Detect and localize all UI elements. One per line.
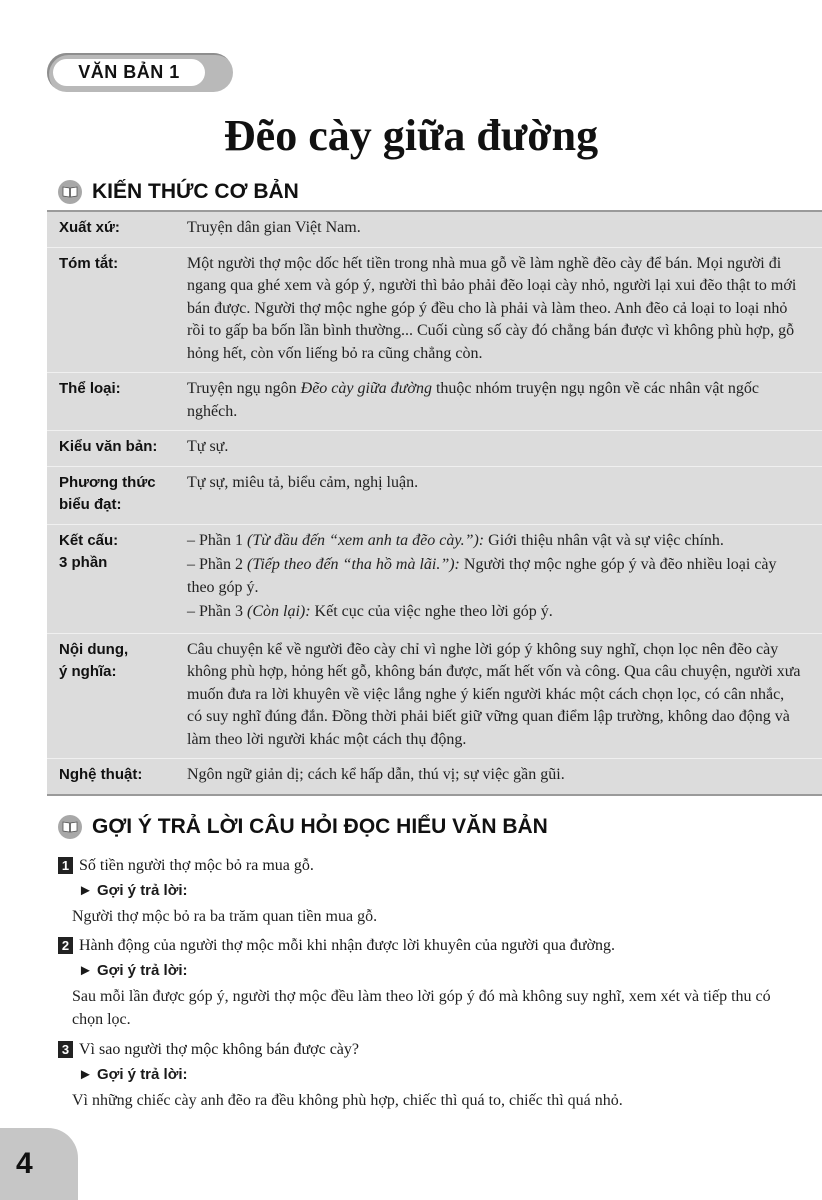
table-row [47, 467, 822, 525]
question-text: Hành động của người thợ mộc mỗi khi nhận được lời khuyên của người qua đường. [79, 937, 616, 954]
question-text: Vì sao người thợ mộc không bán được cày? [79, 1041, 359, 1058]
table-row [47, 759, 822, 794]
question-block [58, 854, 798, 928]
row-label [47, 472, 187, 517]
hint-label: ► Gợi ý trả lời: [78, 1066, 188, 1083]
hint-label: ► Gợi ý trả lời: [78, 882, 188, 899]
knowledge-table [47, 210, 822, 796]
table-row [47, 431, 822, 467]
row-value: Tự sự. [187, 438, 229, 455]
table-row [47, 373, 822, 431]
italic-segment: (Từ đầu đến “xem anh ta đẽo cày.”): [247, 531, 485, 549]
row-label [47, 639, 187, 752]
question-text: Số tiền người thợ mộc bỏ ra mua gỗ. [79, 857, 314, 874]
italic-title: Đẽo cày giữa đường [300, 380, 432, 397]
text-segment: Giới thiệu nhân vật và sự việc chính. [484, 531, 724, 549]
hint-label: ► Gợi ý trả lời: [78, 962, 188, 979]
text-segment: Kết cục của việc nghe theo lời góp ý. [310, 603, 553, 620]
section-heading-text: KIẾN THỨC CƠ BẢN [92, 180, 299, 203]
question-block [58, 934, 798, 1031]
row-value: Tự sự, miêu tả, biểu cảm, nghị luận. [187, 473, 419, 491]
row-value: Một người thợ mộc dốc hết tiền trong nhà mua gỗ về làm nghề đẽo cày để bán. Mọi người đi ngang qua ghé xem và góp ý, người thì bảo phải đẽo loại cày nhỏ, người lại xui đẽo thật to mới bán được. Người thợ mộc nghe góp ý đều cho là phải và làm theo. Anh đẽo cả loại to loại nhỏ rồi to gấp ba bốn lần bình thường... Cuối cùng số cày đó chẳng bán được vì không phù hợp, gỗ hỏng hết, còn vốn liếng bỏ ra cũng chẳng còn. [187, 254, 797, 362]
badge-label: VĂN BẢN 1 [53, 59, 205, 86]
table-row [47, 248, 822, 374]
label-line: Phương thức [59, 473, 156, 491]
row-label: Tóm tắt: [59, 254, 119, 272]
row-label: Thể loại: [59, 380, 121, 397]
section-heading-basic-knowledge [58, 180, 299, 204]
question-line [58, 1038, 798, 1061]
section-heading-text: GỢI Ý TRẢ LỜI CÂU HỎI ĐỌC HIỂU VĂN BẢN [92, 815, 548, 838]
question-line [58, 854, 798, 877]
section-badge [47, 53, 233, 92]
row-value: Câu chuyện kể về người đẽo cày chỉ vì nghe lời góp ý không suy nghĩ, chọn lọc nên đẽo cày không phù hợp, hỏng hết gỗ, không bán được, mất hết vốn và công. Qua câu chuyện, người xưa muốn đưa ra lời khuyên về việc lắng nghe ý kiến người khác một cách chọn lọc, có cân nhắc, có suy nghĩ đúng đắn. Đồng thời phải biết giữ vững quan điểm lập trường, không dao động và làm theo lời người khác một cách thụ động. [187, 640, 801, 748]
table-row [47, 525, 822, 634]
question-number: 1 [58, 857, 73, 874]
page-number: 4 [0, 1128, 78, 1200]
row-value: Truyện dân gian Việt Nam. [187, 219, 361, 236]
section-heading-reading-questions [58, 815, 548, 839]
text-segment: – Phần 1 [187, 531, 247, 549]
text-segment: thuộc nhóm truyện ngụ ngôn về các nhân vật ngốc nghếch. [187, 380, 759, 420]
table-row [47, 212, 822, 248]
label-line: Nội dung, [59, 640, 129, 658]
row-label [47, 530, 187, 626]
question-number: 2 [58, 937, 73, 954]
structure-part [187, 601, 802, 624]
text-segment: Truyện ngụ ngôn [187, 380, 301, 397]
question-line [58, 934, 798, 957]
row-value: Ngôn ngữ giản dị; cách kể hấp dẫn, thú vị; sự việc gần gũi. [187, 766, 565, 783]
row-label: Kiểu văn bản: [59, 438, 158, 455]
row-label: Nghệ thuật: [59, 766, 143, 783]
book-icon [58, 180, 82, 204]
label-line: ý nghĩa: [59, 663, 117, 680]
table-row [47, 634, 822, 760]
italic-segment: (Tiếp theo đến “tha hồ mà lãi.”): [247, 556, 460, 573]
structure-part [187, 554, 802, 599]
structure-part [187, 530, 802, 553]
row-label: Xuất xứ: [59, 219, 120, 236]
text-segment: – Phần 2 [187, 556, 247, 573]
question-block [58, 1038, 798, 1112]
row-value [187, 530, 822, 626]
answer-text: Sau mỗi lần được góp ý, người thợ mộc đều làm theo lời góp ý đó mà không suy nghĩ, xem xét và tiếp thu có chọn lọc. [72, 988, 771, 1028]
row-value [187, 378, 822, 423]
question-number: 3 [58, 1041, 73, 1058]
page-title: Đẽo cày giữa đường [223, 111, 599, 160]
book-icon [58, 815, 82, 839]
text-segment: Người thợ mộc nghe góp ý và đẽo nhiều loại cày theo góp ý. [187, 556, 777, 596]
text-segment: – Phần 3 [187, 603, 247, 620]
italic-segment: (Còn lại): [247, 603, 311, 620]
label-line: Kết cấu: [59, 531, 119, 549]
answer-text: Người thợ mộc bỏ ra ba trăm quan tiền mua gỗ. [72, 908, 378, 925]
answer-text: Vì những chiếc cày anh đẽo ra đều không phù hợp, chiếc thì quá to, chiếc thì quá nhỏ. [72, 1092, 623, 1109]
label-line: 3 phần [59, 554, 108, 571]
label-line: biểu đạt: [59, 496, 122, 513]
